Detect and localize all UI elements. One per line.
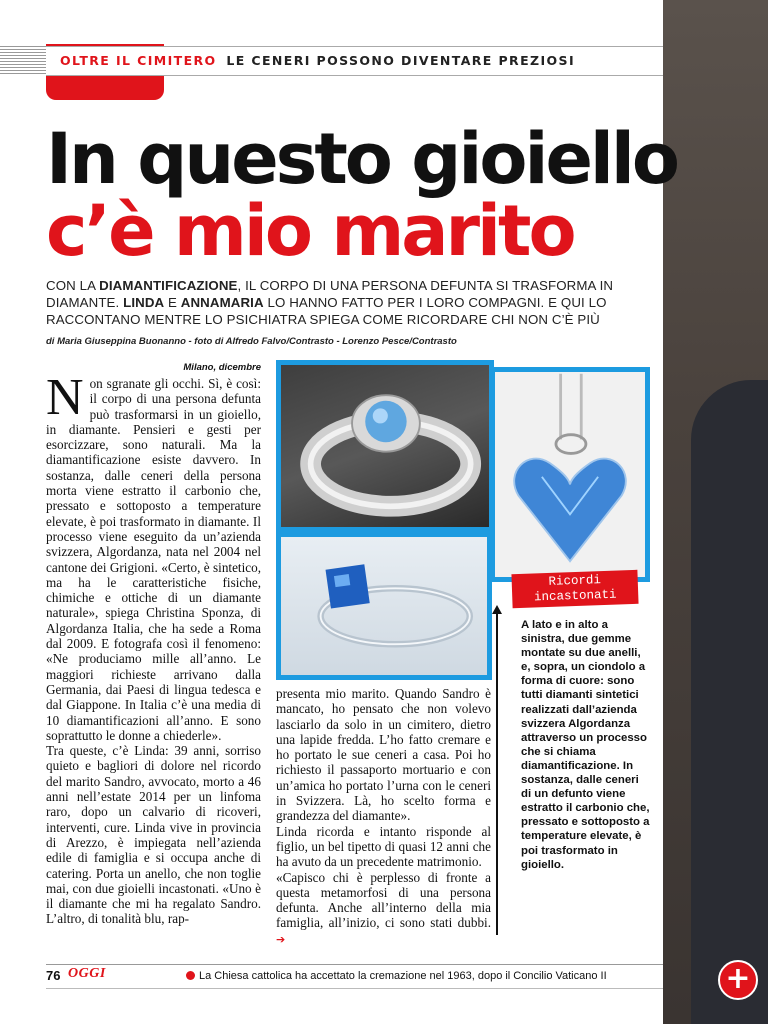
footer-divider [46, 964, 663, 965]
photo-caption: A lato e in alto a sinistra, due gemme montate su due anelli, e, sopra, un ciondolo a forma di cuore: sono tutti diamanti sintetici realizzati dall’azienda svizzera Algordanza attraverso un processo che si chiama diamantificazione. In sostanza, dalle ceneri di un defunto viene estratto il carbonio che, pressato e sottoposto a temperature elevate, è poi trasformato in gioiello. [521, 619, 650, 871]
header-stripe-lines [0, 46, 46, 74]
photo-ring-round-diamond [276, 360, 494, 532]
paragraph-text: «Capisco chi è perplesso di fronte a questa metamorfosi di una persona defunta. Anche all’interno della mia famiglia, all’inizio, ci sono stati dubbi. [276, 869, 491, 931]
paragraph: Linda ricorda e intanto risponde al figlio, un bel tipetto di quasi 12 anni che ha avuto da un precedente matrimonio. [276, 823, 491, 870]
title-line-1: In questo gioiello [46, 118, 677, 200]
dek-text: , IL CORPO DI UNA PERSONA DEFUNTA SI TRASFORMA IN DIAMANTE. [46, 278, 614, 310]
plus-button[interactable]: + [718, 960, 758, 1000]
continue-arrow-icon: ➔ [276, 932, 286, 946]
section-header [60, 53, 575, 68]
photo-ring-square-diamond [276, 532, 492, 680]
ring-illustration [281, 537, 487, 675]
paragraph [46, 369, 261, 743]
byline: di Maria Giuseppina Buonanno - foto di Alfredo Falvo/Contrasto - Lorenzo Pesce/Contrasto [46, 336, 457, 347]
dek-bold: ANNAMARIA [180, 295, 264, 310]
dek-text: E [164, 295, 181, 310]
article-column-2 [276, 686, 491, 947]
paragraph [276, 870, 491, 947]
ring-illustration [281, 365, 489, 527]
header-section: LE CENERI POSSONO DIVENTARE PREZIOSI [226, 53, 576, 68]
footer-note-text: La Chiesa cattolica ha accettato la cremazione nel 1963, dopo il Concilio Vaticano II [199, 970, 607, 982]
paragraph: Tra queste, c’è Linda: 39 anni, sorriso quieto e bagliori di dolore nel ricordo del marito Sandro, avvocato, morto a 46 anni nell’estate 2014 per un linfoma raro, dopo un calvario di ricoveri, interventi, cure. Linda vive in provincia di Arezzo, è impiegata nell’azienda edile di famiglia e si occupa anche di catering. Porta un anello, che non toglie mai, con due gioielli incastonati. «Uno è il diamante che mi ha regalato Sandro. L’altro, di tonalità blu, rap- [46, 743, 261, 927]
person-silhouette [691, 380, 768, 1024]
header-kicker: OLTRE IL CIMITERO [60, 53, 217, 68]
caption-rule [496, 613, 498, 935]
footer-note [186, 970, 607, 982]
article-dek [46, 277, 646, 328]
title-line-2: c’è mio marito [46, 190, 574, 272]
bullet-icon [186, 971, 195, 980]
footer-divider [46, 988, 663, 989]
paragraph: presenta mio marito. Quando Sandro è mancato, ho pensato che non volevo lasciarlo da solo in un cimitero, dietro una lapide fredda. L’ho fatto cremare e ho portato le sue ceneri a casa. Poi ho richiesto il passaporto mortuario e con un’amica ho portato l’urna con le ceneri in Svizzera. Là, ho scelto forma e grandezza del diamante». [276, 686, 491, 824]
article-column-1 [46, 362, 261, 927]
article-title [46, 118, 677, 272]
drop-cap: N [46, 369, 84, 426]
dek-bold: DIAMANTIFICAZIONE [99, 278, 238, 293]
background-photo-edge [663, 0, 768, 1024]
dek-text: LO HANNO FATTO PER I LORO COMPAGNI. E QUI LO RACCONTANO MENTRE LO PSICHIATRA SPIEGA COME RICORDARE CHI NON C’È PIÙ [46, 295, 607, 327]
photo-heart-pendant [490, 367, 650, 582]
paragraph-text: on sgranate gli occhi. Sì, è così: il corpo di una persona defunta può trasformarsi in un gioiello, in diamante. Pensieri e gesti per esorcizzare, sono naturali. Ma la diamantificazione esiste davvero. In sostanza, dalle ceneri della persona morta viene estratto il carbonio che, pressato e sottoposto a temperature elevate, è poi trasformato in diamante. Il processo viene eseguito da un’azienda svizzera, Algordanza, nata nel 2004 nel cantone dei Grigioni. «Certo, è sintetico, ma ha le caratteristiche fisiche, chimiche e ottiche di un diamante naturale», spiega Christina Sponza, di Algordanza Italia, che ha sede a Roma dal 2009. E fotografa così il fenomeno: «Ne produciamo mille all’anno. Le maggiori richieste arrivano dalla Germania, dai Paesi di lingua tedesca e dal Giappone. In Italia c’è una media di 10 diamantificazioni all’anno. E sono soprattutto le donne a chiederle». [46, 376, 261, 743]
photo-label: Ricordi incastonati [511, 570, 638, 608]
pendant-illustration [495, 372, 645, 577]
dek-bold: LINDA [123, 295, 165, 310]
dateline: Milano, dicembre [183, 362, 261, 373]
magazine-logo: OGGI [68, 966, 106, 981]
caption-pointer [492, 605, 504, 935]
dek-text: CON LA [46, 278, 100, 293]
page-number: 76 [46, 968, 61, 983]
